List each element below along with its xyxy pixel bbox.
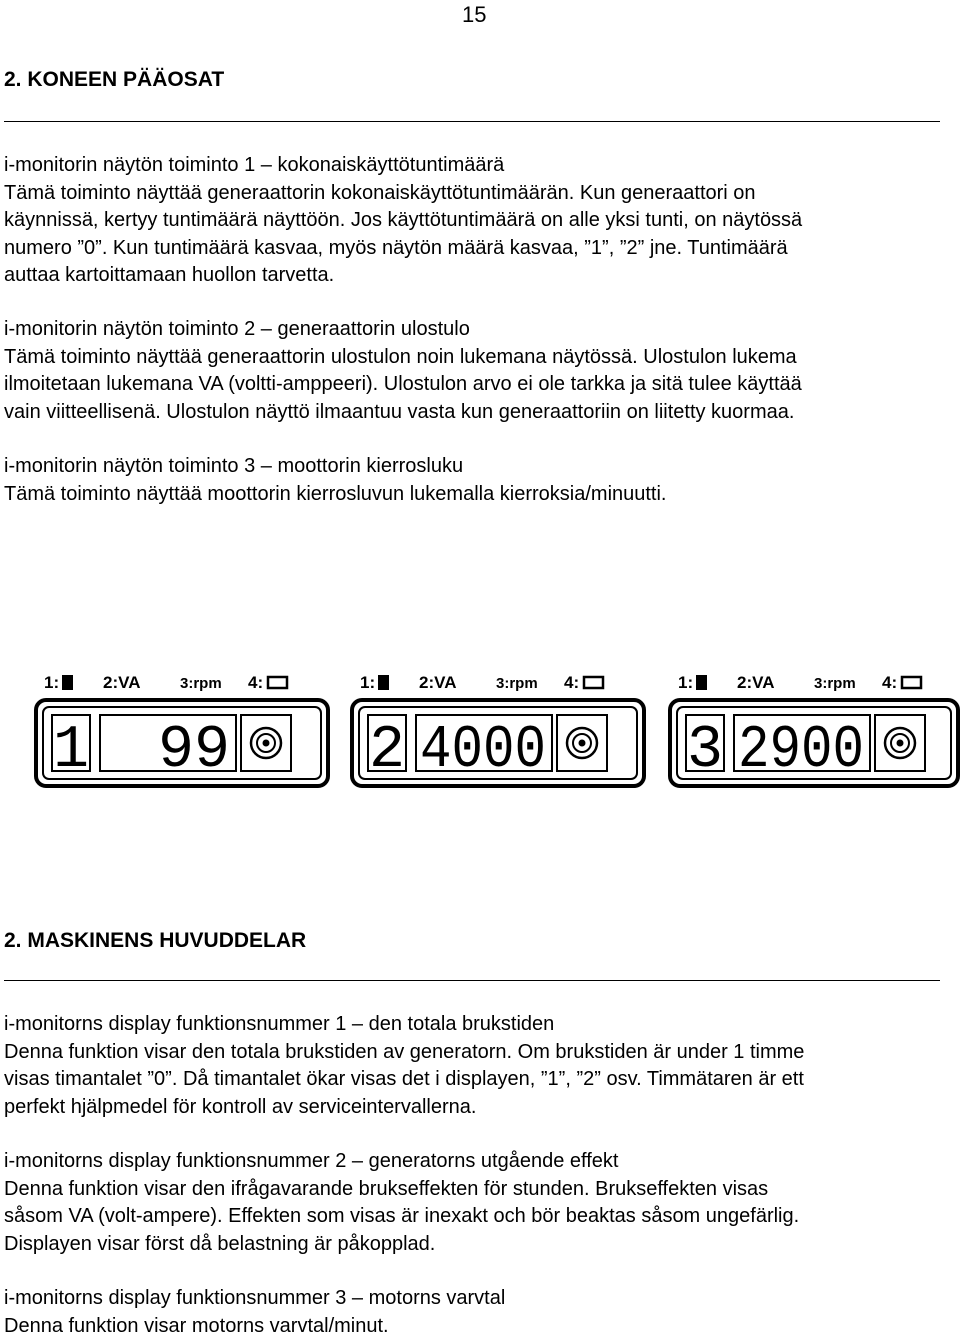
mode-label-1: 1: [678, 673, 693, 692]
mode-label-3: 3:rpm [180, 675, 222, 692]
value-readout: 99 [158, 717, 230, 785]
mode-label-4: 4: [248, 673, 263, 692]
mode-label-1: 1: [360, 673, 375, 692]
line: i-monitorin näytön toiminto 3 – moottorin kierrosluku [4, 453, 959, 481]
line: Denna funktion visar den ifrågavarande brukseffekten för stunden. Brukseffekten visas [4, 1176, 959, 1204]
paragraph-sv-function-3 [4, 1285, 959, 1340]
line: numero ”0”. Kun tuntimäärä kasvaa, myös näytön määrä kasvaa, ”1”, ”2” jne. Tuntimäärä [4, 235, 959, 263]
line: ilmoitetaan lukemana VA (voltti-amppeeri). Ulostulon arvo ei ole tarkka ja sitä tulee käyttää [4, 371, 959, 399]
value-readout: 2900 [738, 717, 864, 785]
display-panel-3 [668, 662, 960, 790]
line: i-monitorin näytön toiminto 1 – kokonaiskäyttötuntimäärä [4, 152, 959, 180]
line: i-monitorns display funktionsnummer 3 – motorns varvtal [4, 1285, 959, 1313]
battery-icon [902, 677, 921, 688]
paragraph-fi-function-1 [4, 152, 959, 290]
mode-label-4: 4: [564, 673, 579, 692]
paragraph-fi-function-2 [4, 316, 959, 426]
display-panel-2 [350, 662, 646, 790]
line: vain viitteellisenä. Ulostulon näyttö ilmaantuu vasta kun generaattoriin on liitetty kuormaa. [4, 399, 959, 427]
line: käynnissä, kertyy tuntimäärä näyttöön. Jos käyttötuntimäärä on alle yksi tunti, on näytössä [4, 207, 959, 235]
value-readout: 4000 [420, 717, 546, 785]
mode-indicator-box-icon [62, 675, 73, 690]
line: visas timantalet ”0”. Då timantalet ökar visas det i displayen, ”1”, ”2” osv. Timmätaren är ett [4, 1066, 959, 1094]
line: auttaa kartoittamaan huollon tarvetta. [4, 262, 959, 290]
mode-label-3: 3:rpm [496, 675, 538, 692]
heading-rule-finnish [4, 121, 940, 122]
line: i-monitorin näytön toiminto 2 – generaattorin ulostulo [4, 316, 959, 344]
mode-digit: 2 [369, 717, 405, 785]
heading-swedish: 2. MASKINENS HUVUDDELAR [4, 929, 306, 953]
line: Tämä toiminto näyttää generaattorin kokonaiskäyttötuntimäärän. Kun generaattori on [4, 180, 959, 208]
mode-indicator-box-icon [378, 675, 389, 690]
page-number: 15 [462, 2, 486, 28]
mode-label-1: 1: [44, 673, 59, 692]
mode-label-2: 2:VA [419, 673, 456, 692]
mode-digit: 1 [53, 717, 89, 785]
paragraph-fi-function-3 [4, 453, 959, 508]
mode-digit: 3 [687, 717, 723, 785]
line: Denna funktion visar den totala brukstiden av generatorn. Om brukstiden är under 1 timme [4, 1039, 959, 1067]
line: perfekt hjälpmedel för kontroll av serviceintervallerna. [4, 1094, 959, 1122]
heading-finnish: 2. KONEEN PÄÄOSAT [4, 68, 224, 92]
battery-icon [268, 677, 287, 688]
line: Tämä toiminto näyttää generaattorin ulostulon noin lukemana näytössä. Ulostulon lukema [4, 344, 959, 372]
heading-rule-swedish [4, 980, 940, 981]
paragraph-sv-function-1 [4, 1011, 959, 1121]
paragraph-sv-function-2 [4, 1148, 959, 1258]
line: i-monitorns display funktionsnummer 2 – generatorns utgående effekt [4, 1148, 959, 1176]
mode-label-2: 2:VA [737, 673, 774, 692]
mode-indicator-box-icon [696, 675, 707, 690]
line: såsom VA (volt-ampere). Effekten som visas är inexakt och bör beaktas såsom ungefärlig. [4, 1203, 959, 1231]
line: Tämä toiminto näyttää moottorin kierrosluvun lukemalla kierroksia/minuutti. [4, 481, 959, 509]
line: i-monitorns display funktionsnummer 1 – den totala brukstiden [4, 1011, 959, 1039]
mode-label-2: 2:VA [103, 673, 140, 692]
line: Denna funktion visar motorns varvtal/minut. [4, 1313, 959, 1340]
display-panel-1 [34, 662, 330, 790]
line: Displayen visar först då belastning är påkopplad. [4, 1231, 959, 1259]
mode-label-3: 3:rpm [814, 675, 856, 692]
mode-label-4: 4: [882, 673, 897, 692]
battery-icon [584, 677, 603, 688]
